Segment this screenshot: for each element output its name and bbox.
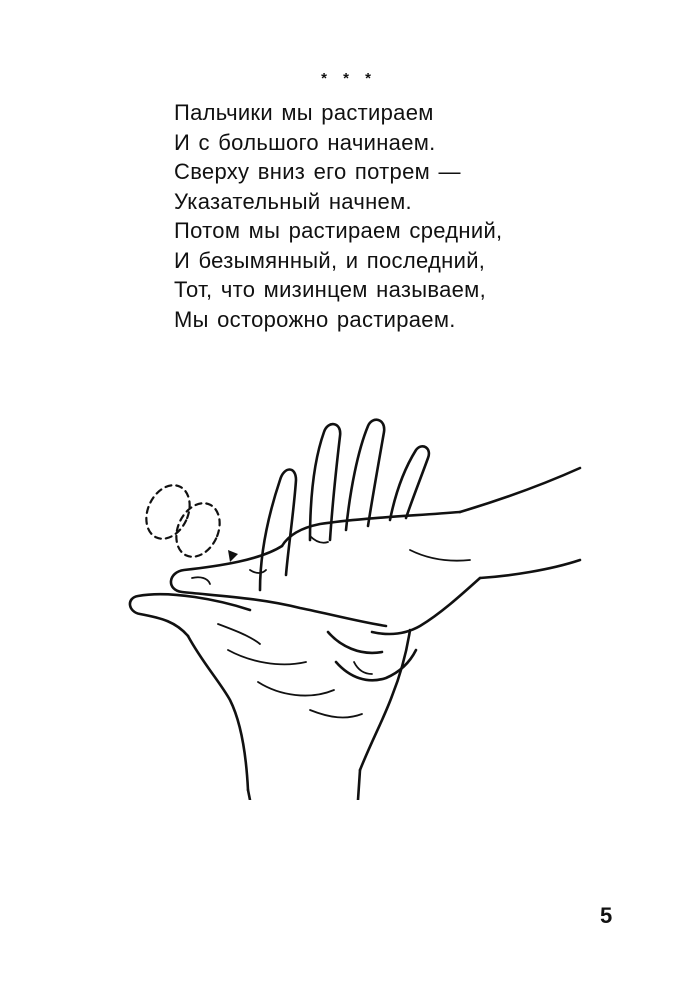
poem-line: Потом мы растираем средний, [174, 218, 503, 243]
rotation-arrow-icon [138, 478, 238, 564]
poem-line: Тот, что мизинцем называем, [174, 277, 487, 302]
poem-line: Мы осторожно растираем. [174, 306, 456, 332]
poem-line: И с большого начинаем. [174, 129, 436, 155]
poem [174, 98, 502, 334]
poem-line: Пальчики мы растираем [174, 100, 434, 125]
upper-hand-icon [171, 468, 580, 680]
hand-massage-illustration [110, 400, 590, 800]
page-number: 5 [600, 903, 613, 928]
lower-hand-icon [130, 420, 429, 800]
poem-line: Указательный начнем. [174, 188, 412, 214]
section-ornament: * * * [321, 70, 377, 87]
poem-line: И безымянный, и последний, [174, 247, 486, 273]
poem-line: Сверху вниз его потрем — [174, 159, 461, 184]
